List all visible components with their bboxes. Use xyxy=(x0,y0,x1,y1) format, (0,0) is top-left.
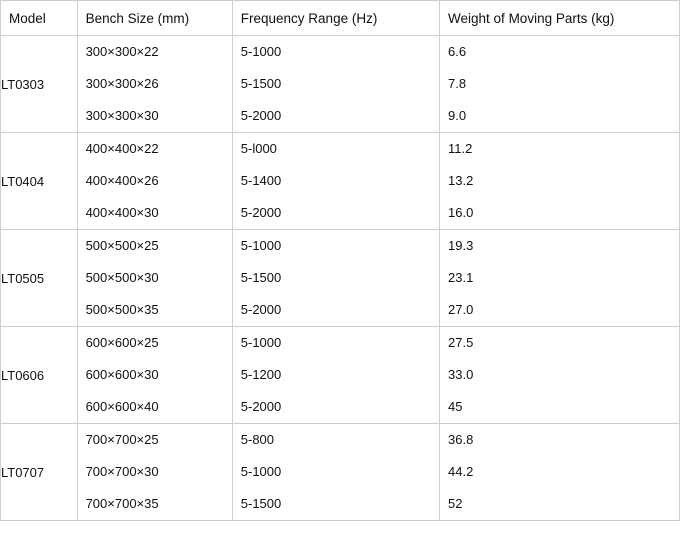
bench-size-value: 300×300×30 xyxy=(85,108,159,123)
cell-frequency-range xyxy=(232,230,439,327)
bench-size-value: 400×400×30 xyxy=(85,205,159,220)
frequency-range-value: 5-1500 xyxy=(240,496,282,511)
bench-size-value: 500×500×25 xyxy=(85,238,159,253)
weight-value: 6.6 xyxy=(448,44,467,59)
cell-bench-size xyxy=(77,230,232,327)
bench-size-value: 600×600×30 xyxy=(85,367,159,382)
frequency-range-value: 5-2000 xyxy=(240,302,282,317)
bench-size-value: 700×700×25 xyxy=(85,432,159,447)
cell-model: LT0404 xyxy=(1,133,78,230)
frequency-range-value: 5-1400 xyxy=(240,173,282,188)
cell-bench-size xyxy=(77,36,232,133)
weight-value: 11.2 xyxy=(448,141,473,156)
weight-value: 44.2 xyxy=(448,464,474,479)
frequency-range-value: 5-l000 xyxy=(240,141,277,156)
bench-size-value: 600×600×40 xyxy=(85,399,159,414)
weight-value: 7.8 xyxy=(448,76,467,91)
table-header-row xyxy=(1,1,680,36)
cell-model: LT0505 xyxy=(1,230,78,327)
weight-value: 45 xyxy=(448,399,463,414)
weight-value: 23.1 xyxy=(448,270,474,285)
table-row xyxy=(1,327,680,424)
table-header xyxy=(1,1,680,36)
weight-value: 13.2 xyxy=(448,173,474,188)
cell-weight xyxy=(440,327,680,424)
frequency-range-value: 5-1000 xyxy=(240,238,282,253)
column-header-frequency-range: Frequency Range (Hz) xyxy=(232,1,439,36)
cell-frequency-range xyxy=(232,133,439,230)
cell-weight xyxy=(440,230,680,327)
table-row xyxy=(1,133,680,230)
weight-value: 36.8 xyxy=(448,432,474,447)
weight-value: 19.3 xyxy=(448,238,474,253)
cell-model: LT0303 xyxy=(1,36,78,133)
frequency-range-value: 5-1000 xyxy=(240,335,282,350)
table-row xyxy=(1,424,680,521)
table-row xyxy=(1,230,680,327)
bench-size-value: 300×300×22 xyxy=(85,44,159,59)
weight-value: 52 xyxy=(448,496,463,511)
cell-bench-size xyxy=(77,327,232,424)
weight-value: 27.5 xyxy=(448,335,474,350)
weight-value: 16.0 xyxy=(448,205,474,220)
frequency-range-value: 5-800 xyxy=(240,432,275,447)
weight-value: 33.0 xyxy=(448,367,474,382)
bench-size-value: 500×500×35 xyxy=(85,302,159,317)
column-header-model: Model xyxy=(1,1,78,36)
table-row xyxy=(1,36,680,133)
cell-model: LT0707 xyxy=(1,424,78,521)
table-body xyxy=(1,36,680,521)
cell-weight xyxy=(440,36,680,133)
cell-frequency-range xyxy=(232,36,439,133)
bench-size-value: 400×400×26 xyxy=(85,173,159,188)
bench-size-value: 700×700×35 xyxy=(85,496,159,511)
frequency-range-value: 5-1000 xyxy=(240,464,282,479)
cell-weight xyxy=(440,424,680,521)
cell-bench-size xyxy=(77,424,232,521)
bench-size-value: 700×700×30 xyxy=(85,464,159,479)
frequency-range-value: 5-1500 xyxy=(240,76,282,91)
column-header-weight: Weight of Moving Parts (kg) xyxy=(440,1,680,36)
frequency-range-value: 5-2000 xyxy=(240,205,282,220)
frequency-range-value: 5-1500 xyxy=(240,270,282,285)
bench-size-value: 500×500×30 xyxy=(85,270,159,285)
frequency-range-value: 5-2000 xyxy=(240,399,282,414)
column-header-bench-size: Bench Size (mm) xyxy=(77,1,232,36)
bench-size-value: 300×300×26 xyxy=(85,76,159,91)
cell-frequency-range xyxy=(232,424,439,521)
weight-value: 9.0 xyxy=(448,108,467,123)
bench-size-value: 600×600×25 xyxy=(85,335,159,350)
cell-weight xyxy=(440,133,680,230)
weight-value: 27.0 xyxy=(448,302,474,317)
frequency-range-value: 5-1000 xyxy=(240,44,282,59)
bench-size-value: 400×400×22 xyxy=(85,141,159,156)
frequency-range-value: 5-1200 xyxy=(240,367,282,382)
frequency-range-value: 5-2000 xyxy=(240,108,282,123)
cell-bench-size xyxy=(77,133,232,230)
cell-frequency-range xyxy=(232,327,439,424)
cell-model: LT0606 xyxy=(1,327,78,424)
